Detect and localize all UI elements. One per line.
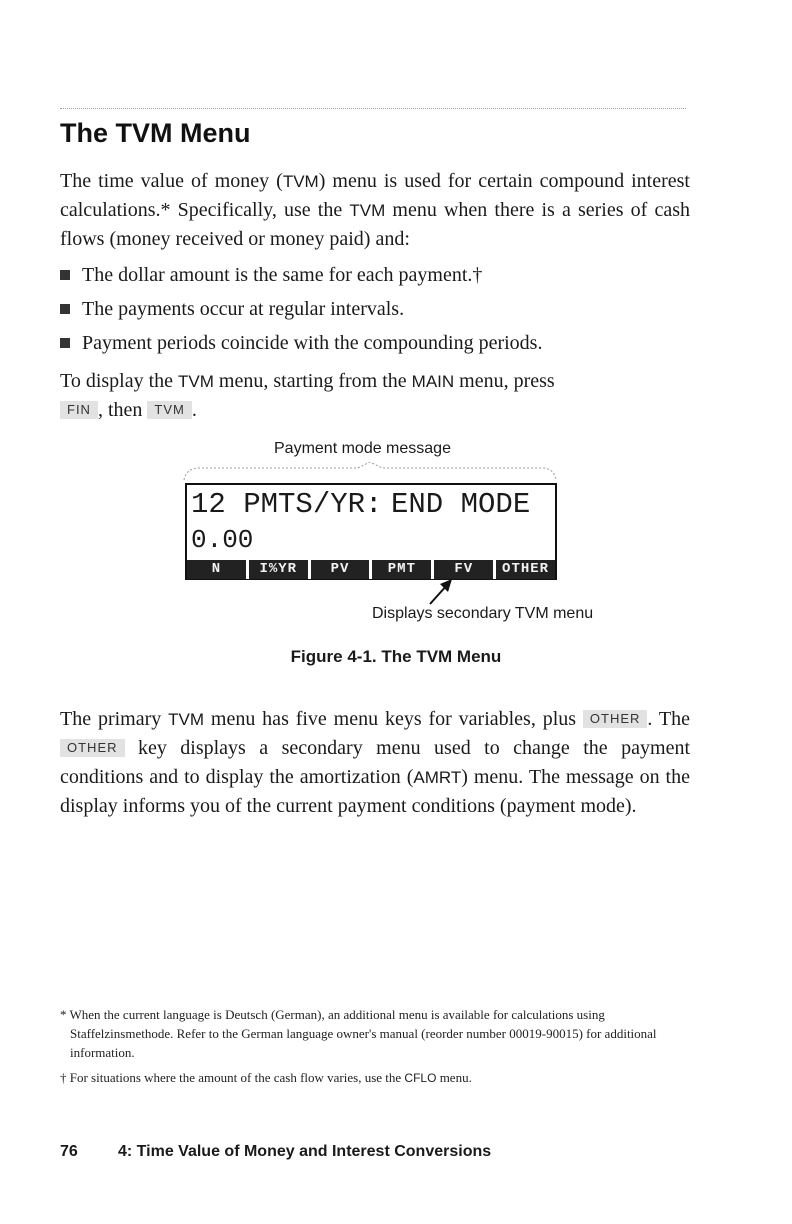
menu-key-other[interactable]: OTHER: [496, 560, 555, 579]
para3-text-3: . The: [647, 708, 690, 730]
para3-text-5: ) menu. The message on the display informs you of the current payment conditions (payment mode).: [60, 766, 690, 817]
footnote-german: * When the current language is Deutsch (German), an additional menu is available for calculations using Staffelzinsmethode. Refer to the German language owner's manual (reorder number 00019-90015) for additional information.: [60, 1007, 657, 1060]
calculator-display: [185, 483, 557, 580]
conditions-list: [60, 258, 690, 360]
payment-mode-label: Payment mode message: [274, 440, 451, 457]
bracket-line: [180, 462, 560, 482]
para3-text-1: The primary: [60, 708, 169, 730]
footnote-cflo: [60, 1068, 690, 1088]
tvm-term: TVM: [168, 710, 205, 729]
fin-key[interactable]: FIN: [60, 401, 98, 419]
list-item: [60, 258, 690, 292]
instruction-sep: , then: [97, 399, 143, 421]
caption-number: Figure 4-1.: [290, 647, 377, 666]
pointer-arrow-icon: [420, 578, 460, 608]
intro-paragraph: [60, 167, 690, 254]
intro-text-3: menu when there is a series of cash flows (money received or money paid) and:: [60, 199, 690, 250]
page-number: 76: [60, 1143, 78, 1160]
tvm-term: TVM: [349, 201, 386, 220]
menu-key-pmt[interactable]: PMT: [372, 560, 431, 579]
list-item-text: The dollar amount is the same for each payment.†: [82, 264, 483, 286]
intro-text-1: The time value of money (: [60, 170, 283, 192]
instruction-text-3: menu, press: [454, 370, 555, 392]
instruction-text-2: menu, starting from the: [213, 370, 412, 392]
square-bullet-icon: [60, 304, 70, 314]
menu-key-i-yr[interactable]: I%YR: [249, 560, 308, 579]
square-bullet-icon: [60, 338, 70, 348]
list-item: [60, 326, 690, 360]
cflo-term: CFLO: [404, 1071, 437, 1085]
main-term: MAIN: [411, 372, 455, 391]
footnote-cflo-text-1: † For situations where the amount of the cash flow varies, use the: [60, 1070, 405, 1085]
tvm-key[interactable]: TVM: [147, 401, 191, 419]
square-bullet-icon: [60, 270, 70, 280]
chapter-title: 4: Time Value of Money and Interest Conversions: [118, 1143, 492, 1160]
display-value: 0.00: [191, 525, 254, 555]
menu-description-paragraph: [60, 705, 690, 821]
instruction-end: .: [191, 399, 197, 421]
section-title: The TVM Menu: [60, 118, 251, 148]
footnote-cflo-text-2: menu.: [436, 1070, 472, 1085]
menu-key-n[interactable]: N: [187, 560, 246, 579]
footnotes: [60, 1005, 690, 1094]
instruction-paragraph: [60, 367, 690, 425]
display-mode: END MODE: [391, 488, 531, 521]
display-payments-per-year: 12 PMTS/YR:: [191, 488, 383, 521]
list-item-text: Payment periods coincide with the compounding periods.: [82, 332, 543, 354]
figure-caption: [0, 647, 792, 667]
list-item: [60, 292, 690, 326]
other-key[interactable]: OTHER: [583, 710, 648, 728]
top-rule: [60, 108, 686, 109]
instruction-text-1: To display the: [60, 370, 179, 392]
intro-text-2: ) menu is used for certain compound interest calculations.* Specifically, use the: [60, 170, 690, 221]
tvm-abbr: TVM: [282, 172, 319, 191]
tvm-term: TVM: [178, 372, 214, 391]
amrt-term: AMRT: [413, 768, 462, 787]
para3-text-2: menu has five menu keys for variables, plus: [204, 708, 583, 730]
para3-text-4: key displays a secondary menu used to change the payment conditions and to display the amortization (: [60, 737, 690, 788]
other-key[interactable]: OTHER: [60, 739, 125, 757]
menu-key-row: [187, 560, 555, 579]
display-line-1: [191, 488, 551, 522]
menu-key-fv[interactable]: FV: [434, 560, 493, 579]
list-item-text: The payments occur at regular intervals.: [82, 298, 405, 320]
page-footer: [60, 1143, 491, 1161]
caption-title: The TVM Menu: [381, 647, 502, 666]
secondary-menu-label: Displays secondary TVM menu: [372, 605, 594, 622]
menu-key-pv[interactable]: PV: [311, 560, 370, 579]
